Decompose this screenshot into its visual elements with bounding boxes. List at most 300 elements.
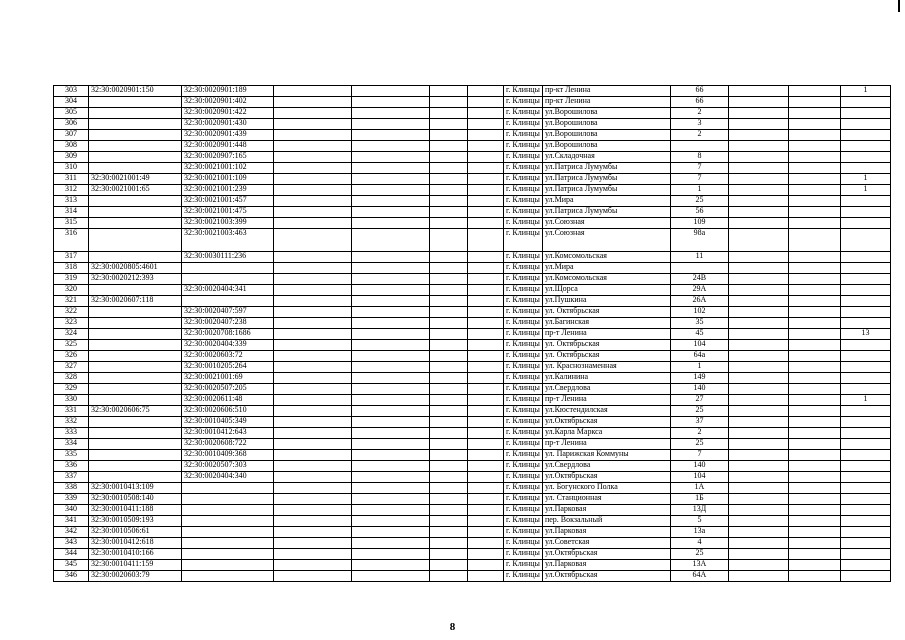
cadastral-number-a bbox=[89, 384, 182, 395]
house-cell: 98а bbox=[670, 229, 728, 252]
house-cell: 64а bbox=[670, 351, 728, 362]
city-cell: г. Клинцы bbox=[504, 483, 543, 494]
empty-cell bbox=[430, 229, 468, 252]
empty-cell bbox=[352, 229, 430, 252]
empty-cell bbox=[788, 516, 840, 527]
register-table bbox=[53, 85, 891, 582]
city-cell: г. Клинцы bbox=[504, 538, 543, 549]
street-cell: ул.Комсомольская bbox=[542, 274, 670, 285]
empty-cell bbox=[430, 130, 468, 141]
cadastral-number-a bbox=[89, 362, 182, 373]
house-cell: 64А bbox=[670, 571, 728, 582]
city-cell: г. Клинцы bbox=[504, 527, 543, 538]
count-cell: 1 bbox=[840, 185, 890, 196]
empty-cell bbox=[274, 86, 352, 97]
house-cell: 7 bbox=[670, 174, 728, 185]
cadastral-number-a bbox=[89, 318, 182, 329]
count-cell bbox=[840, 417, 890, 428]
street-cell: ул.Октябрьская bbox=[542, 549, 670, 560]
count-cell bbox=[840, 406, 890, 417]
cadastral-number-b bbox=[182, 538, 274, 549]
cadastral-number-a bbox=[89, 373, 182, 384]
cadastral-number-b bbox=[182, 263, 274, 274]
house-cell: 24В bbox=[670, 274, 728, 285]
empty-cell bbox=[430, 152, 468, 163]
empty-cell bbox=[728, 163, 788, 174]
cadastral-number-a bbox=[89, 163, 182, 174]
cadastral-number-a bbox=[89, 307, 182, 318]
row-number: 337 bbox=[54, 472, 89, 483]
empty-cell bbox=[274, 505, 352, 516]
empty-cell bbox=[728, 196, 788, 207]
house-cell: 104 bbox=[670, 472, 728, 483]
empty-cell bbox=[274, 439, 352, 450]
empty-cell bbox=[352, 549, 430, 560]
row-number: 311 bbox=[54, 174, 89, 185]
empty-cell bbox=[430, 307, 468, 318]
house-cell: 140 bbox=[670, 461, 728, 472]
table-row bbox=[54, 252, 891, 263]
row-number: 322 bbox=[54, 307, 89, 318]
row-number: 333 bbox=[54, 428, 89, 439]
empty-cell bbox=[274, 263, 352, 274]
city-cell: г. Клинцы bbox=[504, 196, 543, 207]
cadastral-number-a bbox=[89, 340, 182, 351]
empty-cell bbox=[352, 516, 430, 527]
count-cell bbox=[840, 527, 890, 538]
cadastral-number-a bbox=[89, 207, 182, 218]
house-cell: 2 bbox=[670, 428, 728, 439]
cadastral-number-b: 32:30:0010405:349 bbox=[182, 417, 274, 428]
city-cell: г. Клинцы bbox=[504, 130, 543, 141]
row-number: 331 bbox=[54, 406, 89, 417]
street-cell: ул.Складочная bbox=[542, 152, 670, 163]
empty-cell bbox=[468, 263, 504, 274]
cadastral-number-b: 32:30:0021001:239 bbox=[182, 185, 274, 196]
empty-cell bbox=[788, 174, 840, 185]
count-cell: 1 bbox=[840, 395, 890, 406]
house-cell: 109 bbox=[670, 218, 728, 229]
row-number: 319 bbox=[54, 274, 89, 285]
city-cell: г. Клинцы bbox=[504, 329, 543, 340]
empty-cell bbox=[788, 417, 840, 428]
empty-cell bbox=[728, 428, 788, 439]
house-cell: 8 bbox=[670, 152, 728, 163]
table-row bbox=[54, 218, 891, 229]
empty-cell bbox=[352, 163, 430, 174]
row-number: 325 bbox=[54, 340, 89, 351]
empty-cell bbox=[728, 483, 788, 494]
empty-cell bbox=[728, 362, 788, 373]
count-cell bbox=[840, 263, 890, 274]
empty-cell bbox=[788, 549, 840, 560]
city-cell: г. Клинцы bbox=[504, 252, 543, 263]
empty-cell bbox=[468, 538, 504, 549]
cadastral-number-b: 32:30:0021001:69 bbox=[182, 373, 274, 384]
empty-cell bbox=[430, 472, 468, 483]
city-cell: г. Клинцы bbox=[504, 384, 543, 395]
street-cell: ул.Патриса Лумумбы bbox=[542, 207, 670, 218]
empty-cell bbox=[788, 318, 840, 329]
empty-cell bbox=[728, 218, 788, 229]
empty-cell bbox=[274, 494, 352, 505]
empty-cell bbox=[274, 108, 352, 119]
empty-cell bbox=[352, 505, 430, 516]
count-cell bbox=[840, 373, 890, 384]
empty-cell bbox=[430, 351, 468, 362]
empty-cell bbox=[352, 384, 430, 395]
empty-cell bbox=[788, 340, 840, 351]
empty-cell bbox=[788, 263, 840, 274]
street-cell: ул. Парижская Коммуны bbox=[542, 450, 670, 461]
city-cell: г. Клинцы bbox=[504, 97, 543, 108]
table-row bbox=[54, 417, 891, 428]
table-row bbox=[54, 307, 891, 318]
empty-cell bbox=[728, 86, 788, 97]
empty-cell bbox=[430, 384, 468, 395]
house-cell: 29А bbox=[670, 285, 728, 296]
count-cell bbox=[840, 450, 890, 461]
row-number: 338 bbox=[54, 483, 89, 494]
empty-cell bbox=[430, 428, 468, 439]
cadastral-number-a bbox=[89, 218, 182, 229]
city-cell: г. Клинцы bbox=[504, 450, 543, 461]
table-row bbox=[54, 196, 891, 207]
cadastral-number-b bbox=[182, 549, 274, 560]
table-row bbox=[54, 141, 891, 152]
row-number: 321 bbox=[54, 296, 89, 307]
house-cell: 104 bbox=[670, 340, 728, 351]
row-number: 308 bbox=[54, 141, 89, 152]
cadastral-number-a bbox=[89, 97, 182, 108]
empty-cell bbox=[274, 571, 352, 582]
empty-cell bbox=[788, 229, 840, 252]
empty-cell bbox=[352, 285, 430, 296]
street-cell: ул.Ворошилова bbox=[542, 141, 670, 152]
cadastral-number-a: 32:30:0010508:140 bbox=[89, 494, 182, 505]
cadastral-number-b: 32:30:0021003:399 bbox=[182, 218, 274, 229]
empty-cell bbox=[468, 373, 504, 384]
count-cell bbox=[840, 340, 890, 351]
empty-cell bbox=[788, 483, 840, 494]
street-cell: ул. Краснознаменная bbox=[542, 362, 670, 373]
house-cell: 25 bbox=[670, 549, 728, 560]
city-cell: г. Клинцы bbox=[504, 428, 543, 439]
cadastral-number-a: 32:30:0020606:75 bbox=[89, 406, 182, 417]
count-cell bbox=[840, 483, 890, 494]
empty-cell bbox=[352, 108, 430, 119]
count-cell: 1 bbox=[840, 174, 890, 185]
house-cell: 1Б bbox=[670, 494, 728, 505]
empty-cell bbox=[430, 296, 468, 307]
cadastral-number-b: 32:30:0021001:109 bbox=[182, 174, 274, 185]
city-cell: г. Клинцы bbox=[504, 119, 543, 130]
empty-cell bbox=[788, 207, 840, 218]
empty-cell bbox=[788, 285, 840, 296]
cadastral-number-a bbox=[89, 461, 182, 472]
cadastral-number-a bbox=[89, 395, 182, 406]
count-cell bbox=[840, 218, 890, 229]
house-cell: 4 bbox=[670, 538, 728, 549]
street-cell: пр-т Ленина bbox=[542, 439, 670, 450]
empty-cell bbox=[728, 296, 788, 307]
empty-cell bbox=[352, 196, 430, 207]
empty-cell bbox=[788, 97, 840, 108]
empty-cell bbox=[430, 417, 468, 428]
empty-cell bbox=[728, 174, 788, 185]
row-number: 318 bbox=[54, 263, 89, 274]
cadastral-number-a: 32:30:0010413:109 bbox=[89, 483, 182, 494]
table-body bbox=[54, 86, 891, 582]
cadastral-number-b bbox=[182, 494, 274, 505]
street-cell: ул.Советская bbox=[542, 538, 670, 549]
row-number: 309 bbox=[54, 152, 89, 163]
cadastral-number-a bbox=[89, 450, 182, 461]
page-number: 8 bbox=[449, 621, 456, 633]
empty-cell bbox=[430, 119, 468, 130]
city-cell: г. Клинцы bbox=[504, 229, 543, 252]
cadastral-number-a bbox=[89, 285, 182, 296]
house-cell: 102 bbox=[670, 307, 728, 318]
table-row bbox=[54, 207, 891, 218]
table-row bbox=[54, 483, 891, 494]
table-row bbox=[54, 351, 891, 362]
empty-cell bbox=[430, 141, 468, 152]
table-row bbox=[54, 494, 891, 505]
empty-cell bbox=[430, 494, 468, 505]
table-row bbox=[54, 516, 891, 527]
empty-cell bbox=[430, 483, 468, 494]
count-cell bbox=[840, 274, 890, 285]
empty-cell bbox=[468, 395, 504, 406]
cadastral-number-b bbox=[182, 296, 274, 307]
empty-cell bbox=[468, 252, 504, 263]
empty-cell bbox=[788, 560, 840, 571]
count-cell bbox=[840, 461, 890, 472]
empty-cell bbox=[728, 185, 788, 196]
empty-cell bbox=[728, 229, 788, 252]
table-row bbox=[54, 174, 891, 185]
empty-cell bbox=[352, 395, 430, 406]
table-row bbox=[54, 406, 891, 417]
empty-cell bbox=[274, 373, 352, 384]
house-cell: 149 bbox=[670, 373, 728, 384]
empty-cell bbox=[274, 395, 352, 406]
empty-cell bbox=[430, 329, 468, 340]
row-number: 345 bbox=[54, 560, 89, 571]
street-cell: ул.Ворошилова bbox=[542, 108, 670, 119]
row-number: 341 bbox=[54, 516, 89, 527]
row-number: 305 bbox=[54, 108, 89, 119]
street-cell: пр-т Ленина bbox=[542, 329, 670, 340]
empty-cell bbox=[352, 130, 430, 141]
city-cell: г. Клинцы bbox=[504, 285, 543, 296]
street-cell: ул. Октябрьская bbox=[542, 351, 670, 362]
city-cell: г. Клинцы bbox=[504, 351, 543, 362]
empty-cell bbox=[274, 461, 352, 472]
house-cell: 45 bbox=[670, 329, 728, 340]
empty-cell bbox=[788, 362, 840, 373]
cadastral-number-b: 32:30:0020901:430 bbox=[182, 119, 274, 130]
street-cell: ул. Богунского Полка bbox=[542, 483, 670, 494]
edge-mark bbox=[898, 0, 900, 12]
house-cell: 1 bbox=[670, 362, 728, 373]
cadastral-number-a: 32:30:0020603:79 bbox=[89, 571, 182, 582]
empty-cell bbox=[274, 527, 352, 538]
cadastral-number-b: 32:30:0021001:102 bbox=[182, 163, 274, 174]
house-cell: 26А bbox=[670, 296, 728, 307]
empty-cell bbox=[788, 428, 840, 439]
table-row bbox=[54, 428, 891, 439]
count-cell bbox=[840, 296, 890, 307]
count-cell bbox=[840, 152, 890, 163]
street-cell: ул.Патриса Лумумбы bbox=[542, 174, 670, 185]
empty-cell bbox=[468, 141, 504, 152]
row-number: 307 bbox=[54, 130, 89, 141]
empty-cell bbox=[274, 417, 352, 428]
empty-cell bbox=[728, 450, 788, 461]
cadastral-number-b: 32:30:0020901:439 bbox=[182, 130, 274, 141]
row-number: 342 bbox=[54, 527, 89, 538]
count-cell bbox=[840, 252, 890, 263]
empty-cell bbox=[728, 417, 788, 428]
table-row bbox=[54, 527, 891, 538]
empty-cell bbox=[788, 351, 840, 362]
empty-cell bbox=[352, 141, 430, 152]
empty-cell bbox=[352, 307, 430, 318]
cadastral-number-a: 32:30:0020901:150 bbox=[89, 86, 182, 97]
table-row bbox=[54, 538, 891, 549]
empty-cell bbox=[352, 296, 430, 307]
empty-cell bbox=[352, 450, 430, 461]
count-cell bbox=[840, 571, 890, 582]
empty-cell bbox=[352, 483, 430, 494]
cadastral-number-a: 32:30:0021001:65 bbox=[89, 185, 182, 196]
house-cell: 1А bbox=[670, 483, 728, 494]
empty-cell bbox=[274, 274, 352, 285]
empty-cell bbox=[430, 516, 468, 527]
count-cell bbox=[840, 196, 890, 207]
empty-cell bbox=[728, 527, 788, 538]
table-row bbox=[54, 229, 891, 252]
empty-cell bbox=[430, 538, 468, 549]
cadastral-number-b bbox=[182, 274, 274, 285]
empty-cell bbox=[788, 86, 840, 97]
empty-cell bbox=[788, 274, 840, 285]
empty-cell bbox=[274, 252, 352, 263]
table-row bbox=[54, 340, 891, 351]
city-cell: г. Клинцы bbox=[504, 141, 543, 152]
city-cell: г. Клинцы bbox=[504, 439, 543, 450]
cadastral-number-a bbox=[89, 351, 182, 362]
empty-cell bbox=[728, 516, 788, 527]
cadastral-number-a: 32:30:0021001:49 bbox=[89, 174, 182, 185]
empty-cell bbox=[274, 472, 352, 483]
row-number: 343 bbox=[54, 538, 89, 549]
street-cell: ул.Мира bbox=[542, 263, 670, 274]
empty-cell bbox=[468, 439, 504, 450]
empty-cell bbox=[274, 152, 352, 163]
empty-cell bbox=[728, 373, 788, 384]
row-number: 310 bbox=[54, 163, 89, 174]
house-cell: 13А bbox=[670, 560, 728, 571]
street-cell: ул.Ворошилова bbox=[542, 130, 670, 141]
row-number: 316 bbox=[54, 229, 89, 252]
cadastral-number-a: 32:30:0010509:193 bbox=[89, 516, 182, 527]
house-cell: 1 bbox=[670, 185, 728, 196]
table-row bbox=[54, 560, 891, 571]
empty-cell bbox=[468, 461, 504, 472]
street-cell: ул.Калинина bbox=[542, 373, 670, 384]
table-row bbox=[54, 274, 891, 285]
empty-cell bbox=[352, 252, 430, 263]
empty-cell bbox=[788, 538, 840, 549]
empty-cell bbox=[430, 549, 468, 560]
empty-cell bbox=[728, 285, 788, 296]
cadastral-number-b: 32:30:0020901:189 bbox=[182, 86, 274, 97]
house-cell: 25 bbox=[670, 406, 728, 417]
cadastral-number-b: 32:30:0020901:402 bbox=[182, 97, 274, 108]
empty-cell bbox=[352, 439, 430, 450]
row-number: 324 bbox=[54, 329, 89, 340]
table-row bbox=[54, 86, 891, 97]
street-cell: пер. Вокзальный bbox=[542, 516, 670, 527]
empty-cell bbox=[468, 318, 504, 329]
empty-cell bbox=[468, 86, 504, 97]
empty-cell bbox=[728, 97, 788, 108]
city-cell: г. Клинцы bbox=[504, 395, 543, 406]
cadastral-number-b: 32:30:0020603:72 bbox=[182, 351, 274, 362]
city-cell: г. Клинцы bbox=[504, 152, 543, 163]
cadastral-number-b: 32:30:0021001:457 bbox=[182, 196, 274, 207]
city-cell: г. Клинцы bbox=[504, 185, 543, 196]
city-cell: г. Клинцы bbox=[504, 263, 543, 274]
empty-cell bbox=[788, 395, 840, 406]
count-cell bbox=[840, 505, 890, 516]
empty-cell bbox=[274, 174, 352, 185]
empty-cell bbox=[728, 340, 788, 351]
street-cell: ул.Свердлова bbox=[542, 384, 670, 395]
empty-cell bbox=[468, 296, 504, 307]
table-row bbox=[54, 362, 891, 373]
house-cell: 11 bbox=[670, 252, 728, 263]
empty-cell bbox=[468, 483, 504, 494]
empty-cell bbox=[788, 373, 840, 384]
street-cell: ул.Багинская bbox=[542, 318, 670, 329]
table-row bbox=[54, 329, 891, 340]
empty-cell bbox=[728, 207, 788, 218]
empty-cell bbox=[468, 108, 504, 119]
count-cell bbox=[840, 130, 890, 141]
city-cell: г. Клинцы bbox=[504, 472, 543, 483]
count-cell bbox=[840, 538, 890, 549]
street-cell: ул.Патриса Лумумбы bbox=[542, 185, 670, 196]
empty-cell bbox=[274, 196, 352, 207]
empty-cell bbox=[788, 218, 840, 229]
empty-cell bbox=[728, 560, 788, 571]
city-cell: г. Клинцы bbox=[504, 207, 543, 218]
empty-cell bbox=[468, 549, 504, 560]
empty-cell bbox=[274, 538, 352, 549]
cadastral-number-b: 32:30:0020708:1686 bbox=[182, 329, 274, 340]
house-cell: 2 bbox=[670, 130, 728, 141]
table-row bbox=[54, 461, 891, 472]
cadastral-number-a bbox=[89, 417, 182, 428]
empty-cell bbox=[468, 351, 504, 362]
empty-cell bbox=[728, 505, 788, 516]
empty-cell bbox=[274, 450, 352, 461]
empty-cell bbox=[430, 571, 468, 582]
